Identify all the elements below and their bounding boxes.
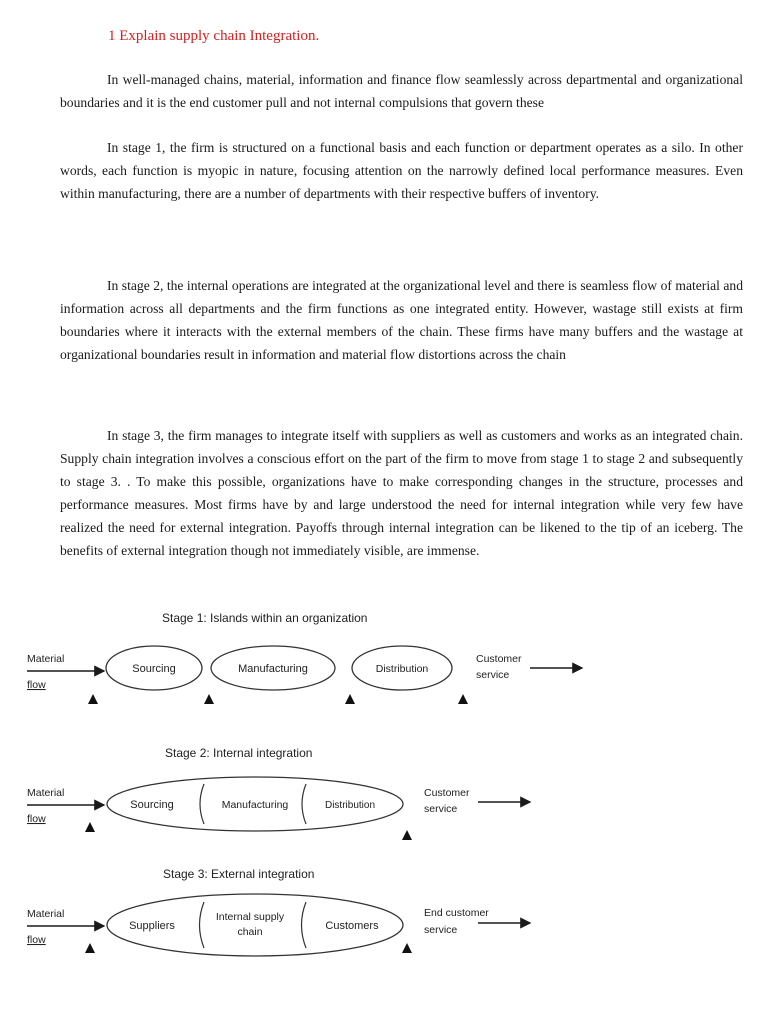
stage-2-customer-label: Customer bbox=[424, 787, 470, 799]
stage-3-chain-label: chain bbox=[237, 926, 263, 938]
stage-1-sourcing-label: Sourcing bbox=[132, 663, 176, 675]
paragraph-stage-1-text: In stage 1, the firm is structured on a functional basis and each function or department operates as a silo. In other words, each function is myopic in nature, focusing attention on the narrowly defined local performance measures. Even within manufacturing, there are a number of departments with their respective buffers of inventory. bbox=[60, 140, 743, 201]
question-heading: 1 Explain supply chain Integration. bbox=[108, 28, 320, 44]
stage-3-buffer-marker bbox=[85, 943, 95, 953]
stage-3-divider bbox=[200, 902, 205, 948]
stage-2-divider bbox=[302, 784, 306, 824]
stage-2-title: Stage 2: Internal integration bbox=[165, 746, 313, 760]
stage-2-buffer-marker bbox=[85, 822, 95, 832]
stage-3-flow-label: flow bbox=[27, 934, 46, 946]
stage-1-manufacturing-label: Manufacturing bbox=[238, 663, 308, 675]
stage-1-buffer-marker bbox=[88, 694, 98, 704]
stage-3-title: Stage 3: External integration bbox=[163, 867, 315, 881]
stage-2-flow-label: flow bbox=[27, 813, 46, 825]
stage-3-material-label: Material bbox=[27, 908, 65, 920]
stage-3-divider bbox=[302, 902, 307, 948]
paragraph-stage-2-text: In stage 2, the internal operations are integrated at the organizational level and there is seamless flow of material and information across all departments and the firm functions as one integrated entity. However, wastage still exists at firm boundaries where it interacts with the external members of the chain. These firms have many buffers and the wastage at organizational boundaries result in information and material flow distortions across the chain bbox=[60, 278, 743, 362]
stage-2-material-label: Material bbox=[27, 787, 65, 799]
stage-3-buffer-marker bbox=[402, 943, 412, 953]
stage-1-distribution-label: Distribution bbox=[375, 663, 429, 675]
stage-2-divider bbox=[200, 784, 204, 824]
paragraph-stage-3-text: In stage 3, the firm manages to integrate itself with suppliers as well as customers and works as an integrated chain. Supply chain integration involves a conscious effort on the part of the firm to move from stage 1 to stage 2 and subsequently to stage 3. . To make this possible, organizations have to make corresponding changes in the structure, processes and performance measures. Most firms have by and large understood the need for internal integration while very few have realized the need for external integration. Payoffs through internal integration can be likened to the tip of an iceberg. The benefits of external integration though not immediately visible, are immense. bbox=[60, 428, 743, 558]
stage-3-internal-supply-label: Internal supply bbox=[215, 911, 285, 923]
stage-1-buffer-marker bbox=[458, 694, 468, 704]
stage-1-service-label: service bbox=[476, 669, 510, 681]
stage-1-buffer-marker bbox=[345, 694, 355, 704]
stage-3-customers-label: Customers bbox=[325, 920, 379, 932]
stage-3-suppliers-label: Suppliers bbox=[129, 920, 175, 932]
stage-1-customer-label: Customer bbox=[476, 653, 522, 665]
stage-2-distribution-label: Distribution bbox=[324, 800, 376, 811]
stage-2-manufacturing-label: Manufacturing bbox=[221, 799, 289, 811]
stage-2-buffer-marker bbox=[402, 830, 412, 840]
stage-2-diagram bbox=[27, 746, 530, 840]
stage-1-title: Stage 1: Islands within an organization bbox=[162, 611, 368, 625]
stage-3-service-label: service bbox=[424, 924, 458, 936]
stage-3-diagram bbox=[27, 867, 530, 956]
paragraph-intro-text: In well-managed chains, material, information and finance flow seamlessly across departmental and organizational boundaries and it is the end customer pull and not internal compulsions that govern these bbox=[60, 72, 743, 110]
stage-1-diagram bbox=[27, 611, 582, 704]
stage-1-buffer-marker bbox=[204, 694, 214, 704]
stage-2-sourcing-label: Sourcing bbox=[130, 799, 174, 811]
stage-1-material-label: Material bbox=[27, 653, 65, 665]
stage-3-end-customer-label: End customer bbox=[424, 907, 489, 919]
stage-1-flow-label: flow bbox=[27, 679, 46, 691]
stage-2-service-label: service bbox=[424, 803, 458, 815]
